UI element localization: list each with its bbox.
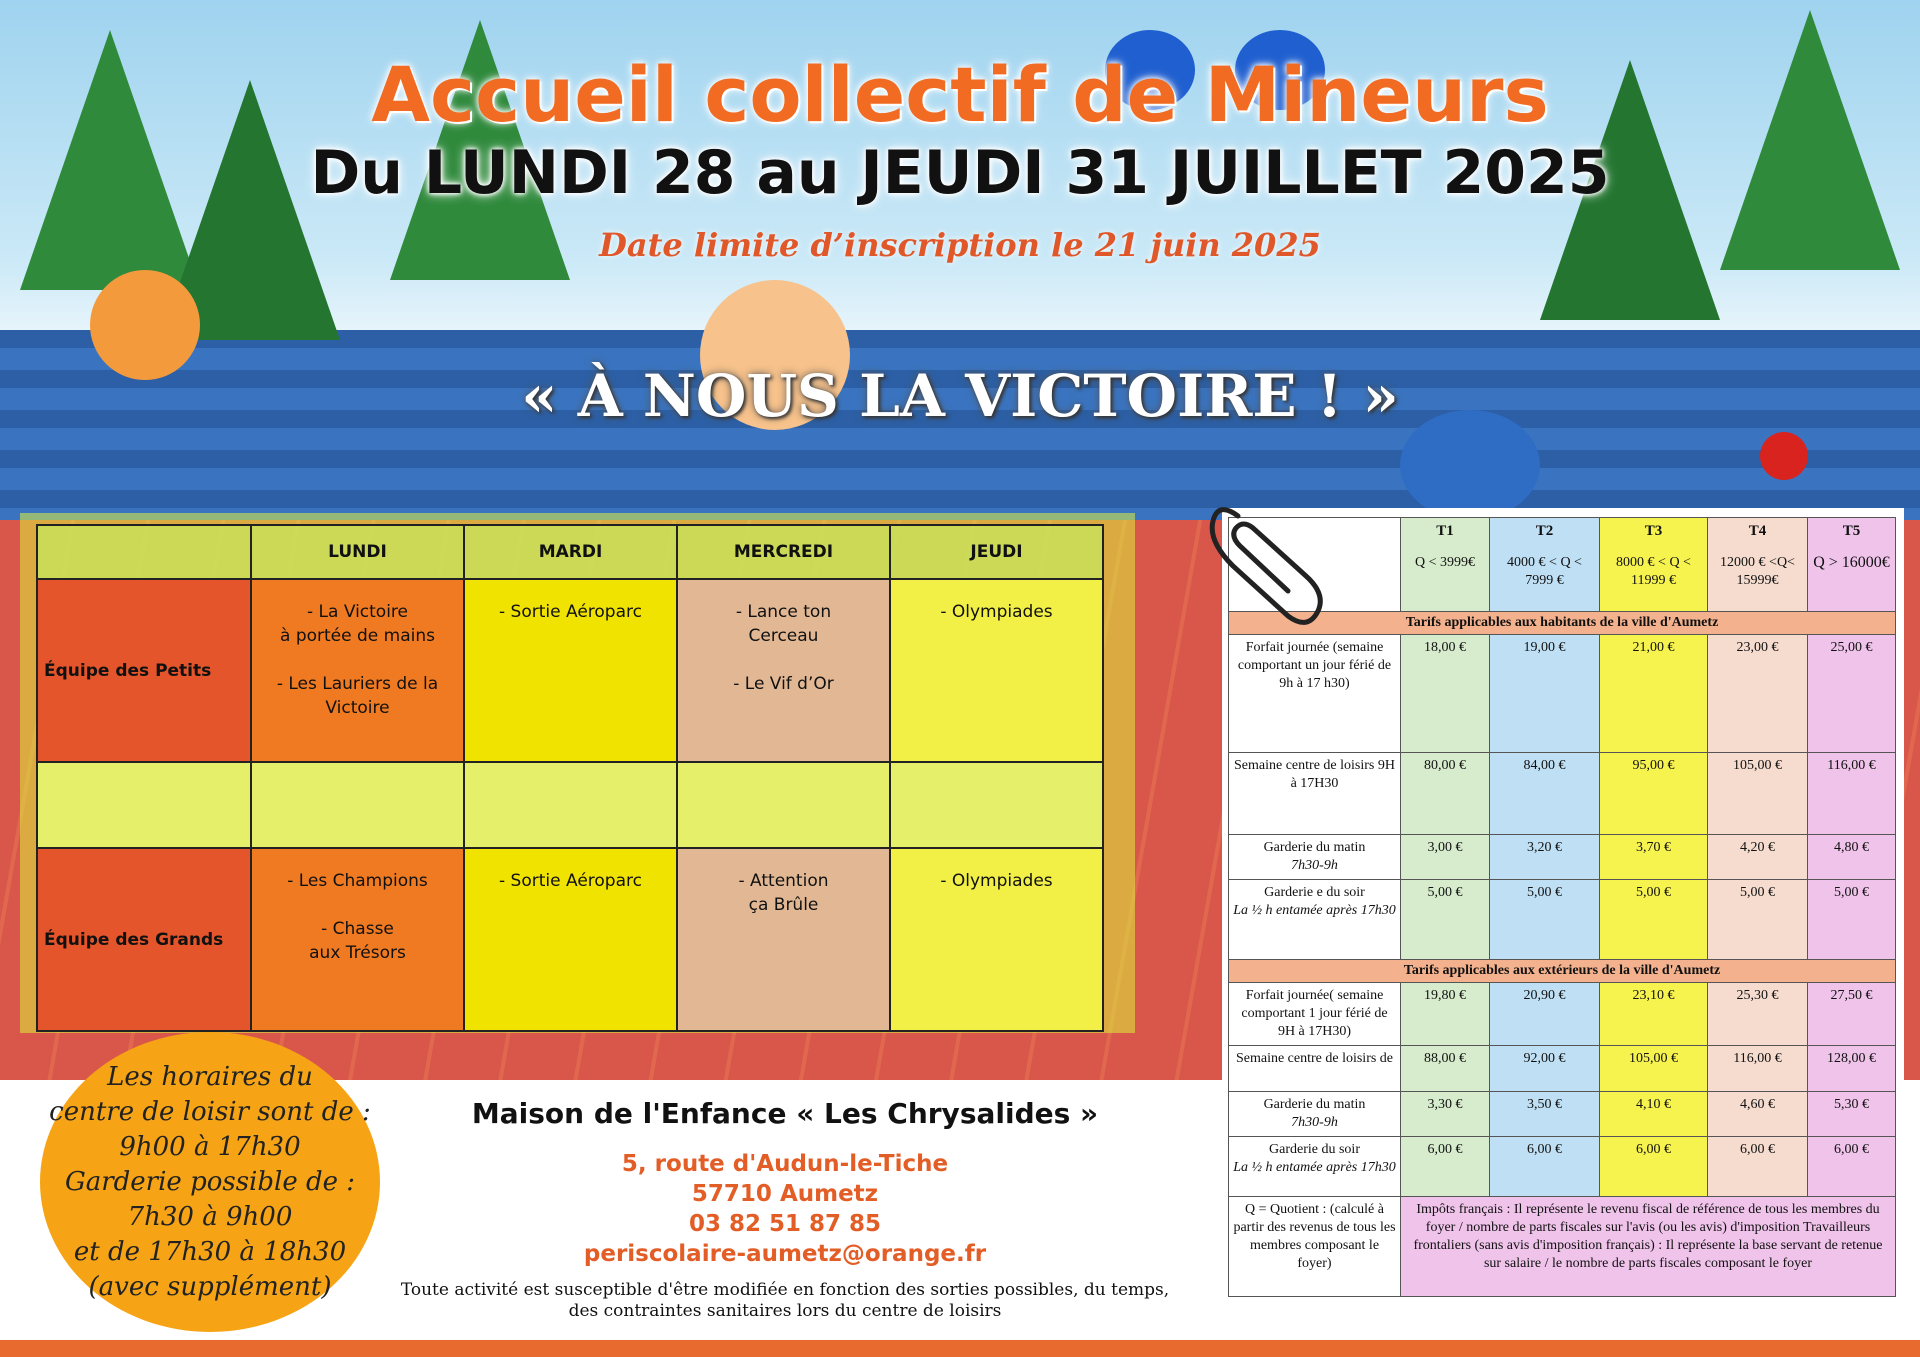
day-header-jeudi: JEUDI [890,525,1103,579]
tariff-value: 25,00 € [1808,635,1896,753]
venue-name: Maison de l'Enfance « Les Chrysalides » [471,1097,1099,1130]
tariff-value: 19,80 € [1401,983,1490,1046]
tariff-value: 23,00 € [1708,635,1808,753]
activity-cell: - Les Champions - Chasse aux Trésors [251,848,464,1031]
tariff-col-header: T2 4000 € < Q < 7999 € [1490,518,1600,612]
stadium-stand-decoration [0,330,1920,530]
tariff-value: 116,00 € [1708,1046,1808,1092]
activity-cell: - Olympiades [890,579,1103,762]
activity-schedule-table [36,524,1104,1032]
poster-dates: Du LUNDI 28 au JEUDI 31 JUILLET 2025 [310,138,1610,208]
activity-cell: - Sortie Aéroparc [464,848,677,1031]
tariff-value: 105,00 € [1708,753,1808,835]
tariff-row-label: Semaine centre de loisirs 9H à 17H30 [1229,753,1401,835]
tariff-value: 84,00 € [1490,753,1600,835]
activity-cell: - Olympiades [890,848,1103,1031]
tariff-row-label: Forfait journée (semaine comportant un jour férié de 9h à 17 h30) [1229,635,1401,753]
tariff-value: 80,00 € [1401,753,1490,835]
tariff-header-row [1229,518,1896,612]
venue-phone: 03 82 51 87 85 [688,1211,882,1237]
tariff-row [1229,1092,1896,1137]
quotient-description: Impôts français : Il représente le revenu fiscal de référence de tous les membres du foyer / nombre de parts fiscales sur l'avis (ou les avis) d'imposition Travailleurs frontaliers (sans avis d'imposition français) : Il représente la base servant de retenue sur salaire / le nombre de parts fiscales composant le foyer [1401,1197,1896,1297]
tariff-value: 27,50 € [1808,983,1896,1046]
tariff-table [1228,517,1896,1297]
tariff-value: 4,20 € [1708,835,1808,880]
disclaimer-note: Toute activité est susceptible d'être modifiée en fonction des sorties possibles, du temps, des contraintes sanitaires lors du centre de loisirs [400,1280,1170,1321]
tariff-value: 19,00 € [1490,635,1600,753]
tariff-value: 3,20 € [1490,835,1600,880]
empty-cell [464,762,677,848]
tariff-col-header: T3 8000 € < Q < 11999 € [1600,518,1708,612]
tariff-value: 6,00 € [1490,1137,1600,1197]
tariff-row-label: Garderie du matin 7h30-9h [1229,835,1401,880]
tariff-value: 4,80 € [1808,835,1896,880]
tariff-row-label: Garderie du matin 7h30-9h [1229,1092,1401,1137]
tariff-value: 6,00 € [1808,1137,1896,1197]
tariff-col-header: T4 12000 € <Q< 15999€ [1708,518,1808,612]
opening-hours-badge [40,1032,380,1332]
venue-city: 57710 Aumetz [691,1181,879,1207]
tariff-value: 25,30 € [1708,983,1808,1046]
tariff-value: 6,00 € [1708,1137,1808,1197]
paperclip-icon [1208,496,1328,626]
tariff-row-label: Garderie du soir La ½ h entamée après 17h30 [1229,1137,1401,1197]
activity-cell: - Attention ça Brûle [677,848,890,1031]
tariff-row [1229,1046,1896,1092]
schedule-spacer-row [37,762,1103,848]
tariff-section-row [1229,612,1896,635]
registration-deadline: Date limite d’inscription le 21 juin 2025 [599,226,1321,264]
venue-street: 5, route d'Audun-le-Tiche [621,1151,949,1177]
tariff-value: 23,10 € [1600,983,1708,1046]
schedule-header-row [37,525,1103,579]
bottom-bar [0,1340,1920,1357]
tariff-row [1229,753,1896,835]
activity-cell: - Lance ton Cerceau - Le Vif d’Or [677,579,890,762]
empty-cell [890,762,1103,848]
tariff-value: 5,00 € [1600,880,1708,960]
day-header-lundi: LUNDI [251,525,464,579]
tariff-value: 3,70 € [1600,835,1708,880]
opening-hours-text: Les horaires du centre de loisir sont de : 9h00 à 17h30 Garderie possible de : 7h30 à 9h00 et de 17h30 à 18h30 (avec supplément) [49,1061,371,1302]
schedule-row-grands [37,848,1103,1031]
tariff-value: 3,50 € [1490,1092,1600,1137]
tariff-value: 5,00 € [1708,880,1808,960]
theme-slogan: « À NOUS LA VICTOIRE ! » [521,362,1399,430]
section-external-title: Tarifs applicables aux extérieurs de la ville d'Aumetz [1229,960,1896,983]
quotient-row [1229,1197,1896,1297]
tariff-row-label: Forfait journée( semaine comportant 1 jour férié de 9H à 17H30) [1229,983,1401,1046]
tariff-value: 5,00 € [1490,880,1600,960]
day-header-mercredi: MERCREDI [677,525,890,579]
tariff-value: 6,00 € [1401,1137,1490,1197]
empty-cell [37,762,251,848]
empty-cell [251,762,464,848]
schedule-corner-cell [37,525,251,579]
tariff-value: 20,90 € [1490,983,1600,1046]
tariff-row-label: Garderie e du soir La ½ h entamée après 17h30 [1229,880,1401,960]
tariff-col-header: T5 Q > 16000€ [1808,518,1896,612]
tariff-row [1229,880,1896,960]
tariff-value: 18,00 € [1401,635,1490,753]
tariff-value: 92,00 € [1490,1046,1600,1092]
team-name: Équipe des Petits [37,579,251,762]
tariff-value: 105,00 € [1600,1046,1708,1092]
tariff-row-label: Semaine centre de loisirs de [1229,1046,1401,1092]
tariff-row [1229,835,1896,880]
tariff-value: 116,00 € [1808,753,1896,835]
tariff-row [1229,983,1896,1046]
section-residents-title: Tarifs applicables aux habitants de la ville d'Aumetz [1229,612,1896,635]
tariff-value: 5,00 € [1808,880,1896,960]
tariff-value: 6,00 € [1600,1137,1708,1197]
tariff-col-header: T1 Q < 3999€ [1401,518,1490,612]
tariff-value: 5,00 € [1401,880,1490,960]
tariff-value: 128,00 € [1808,1046,1896,1092]
tariff-section-row [1229,960,1896,983]
tariff-value: 3,00 € [1401,835,1490,880]
tariff-value: 3,30 € [1401,1092,1490,1137]
activity-cell: - La Victoire à portée de mains - Les Lauriers de la Victoire [251,579,464,762]
tariff-value: 95,00 € [1600,753,1708,835]
venue-email[interactable]: periscolaire-aumetz@orange.fr [583,1241,987,1267]
schedule-row-petits [37,579,1103,762]
poster-title: Accueil collectif de Mineurs [371,50,1549,139]
tariff-row [1229,635,1896,753]
day-header-mardi: MARDI [464,525,677,579]
activity-cell: - Sortie Aéroparc [464,579,677,762]
team-name: Équipe des Grands [37,848,251,1031]
tariff-value: 5,30 € [1808,1092,1896,1137]
tariff-value: 21,00 € [1600,635,1708,753]
empty-cell [677,762,890,848]
tariff-value: 88,00 € [1401,1046,1490,1092]
tariff-value: 4,10 € [1600,1092,1708,1137]
tariff-value: 4,60 € [1708,1092,1808,1137]
tariff-row [1229,1137,1896,1197]
quotient-label: Q = Quotient : (calculé à partir des revenus de tous les membres composant le foyer) [1229,1197,1401,1297]
ball-icon [1760,432,1808,480]
